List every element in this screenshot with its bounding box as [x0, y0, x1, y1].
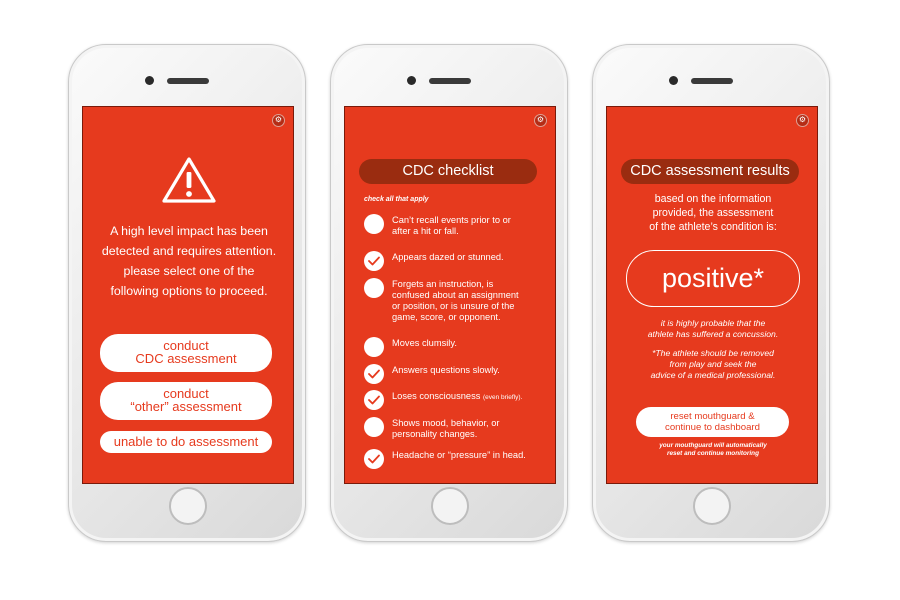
checklist-item-label: Appears dazed or stunned.: [392, 252, 504, 262]
speaker: [167, 78, 209, 84]
camera: [669, 76, 678, 85]
checklist-item-label: Answers questions slowly.: [392, 365, 500, 375]
phone-frame: [592, 44, 830, 542]
checklist-item-label: Forgets an instruction, is confused about an assignment or position, or is unsure of the game, score, or opponent.: [392, 279, 519, 322]
checkbox-icon[interactable]: [364, 214, 384, 234]
conduct-cdc-assessment-button[interactable]: conduct CDC assessment: [100, 334, 272, 372]
checkbox-icon[interactable]: [364, 417, 384, 437]
checkbox-icon[interactable]: [364, 337, 384, 357]
result-note: it is highly probable that the athlete has suffered a concussion.: [647, 318, 779, 339]
phone-frame: [68, 44, 306, 542]
results-intro: based on the information provided, the assessment of the athlete’s condition is:: [649, 193, 777, 233]
checkbox-icon[interactable]: [364, 278, 384, 298]
settings-icon[interactable]: ⚙: [272, 114, 285, 127]
speaker: [429, 78, 471, 84]
phone-frame: [330, 44, 568, 542]
checklist-item-label: Shows mood, behavior, or personality changes.: [392, 418, 500, 439]
checklist-item-label: Can’t recall events prior to or after a hit or fall.: [392, 215, 511, 236]
checklist-item-label: Moves clumsily.: [392, 338, 457, 348]
checked-checkbox-icon[interactable]: [364, 364, 384, 384]
checklist-title: CDC checklist: [359, 159, 537, 184]
home-button[interactable]: [169, 487, 207, 525]
speaker: [691, 78, 733, 84]
checklist-instruction: check all that apply: [364, 196, 429, 203]
camera: [407, 76, 416, 85]
unable-to-assess-button[interactable]: unable to do assessment: [100, 431, 272, 453]
checked-checkbox-icon[interactable]: [364, 251, 384, 271]
settings-icon[interactable]: ⚙: [796, 114, 809, 127]
alert-screen: [82, 106, 294, 484]
settings-icon[interactable]: ⚙: [534, 114, 547, 127]
reset-mouthguard-button[interactable]: reset mouthguard & continue to dashboard: [636, 407, 789, 437]
results-screen: [606, 106, 818, 484]
results-title: CDC assessment results: [621, 159, 799, 184]
checklist-screen: [344, 106, 556, 484]
checked-checkbox-icon[interactable]: [364, 390, 384, 410]
home-button[interactable]: [431, 487, 469, 525]
result-advice: *The athlete should be removed from play and seek the advice of a medical professional.: [650, 348, 776, 380]
result-value: positive*: [626, 250, 800, 307]
alert-message: A high level impact has been detected and requires attention. please select one of the following options to proceed.: [101, 224, 277, 298]
checklist-item-label: Headache or “pressure” in head.: [392, 450, 526, 460]
camera: [145, 76, 154, 85]
checklist-item-label: Loses consciousness (even briefly).: [392, 391, 523, 401]
home-button[interactable]: [693, 487, 731, 525]
reset-note: your mouthguard will automatically reset and continue monitoring: [659, 442, 767, 457]
conduct-other-assessment-button[interactable]: conduct “other” assessment: [100, 382, 272, 420]
checked-checkbox-icon[interactable]: [364, 449, 384, 469]
warning-icon: [161, 155, 217, 205]
